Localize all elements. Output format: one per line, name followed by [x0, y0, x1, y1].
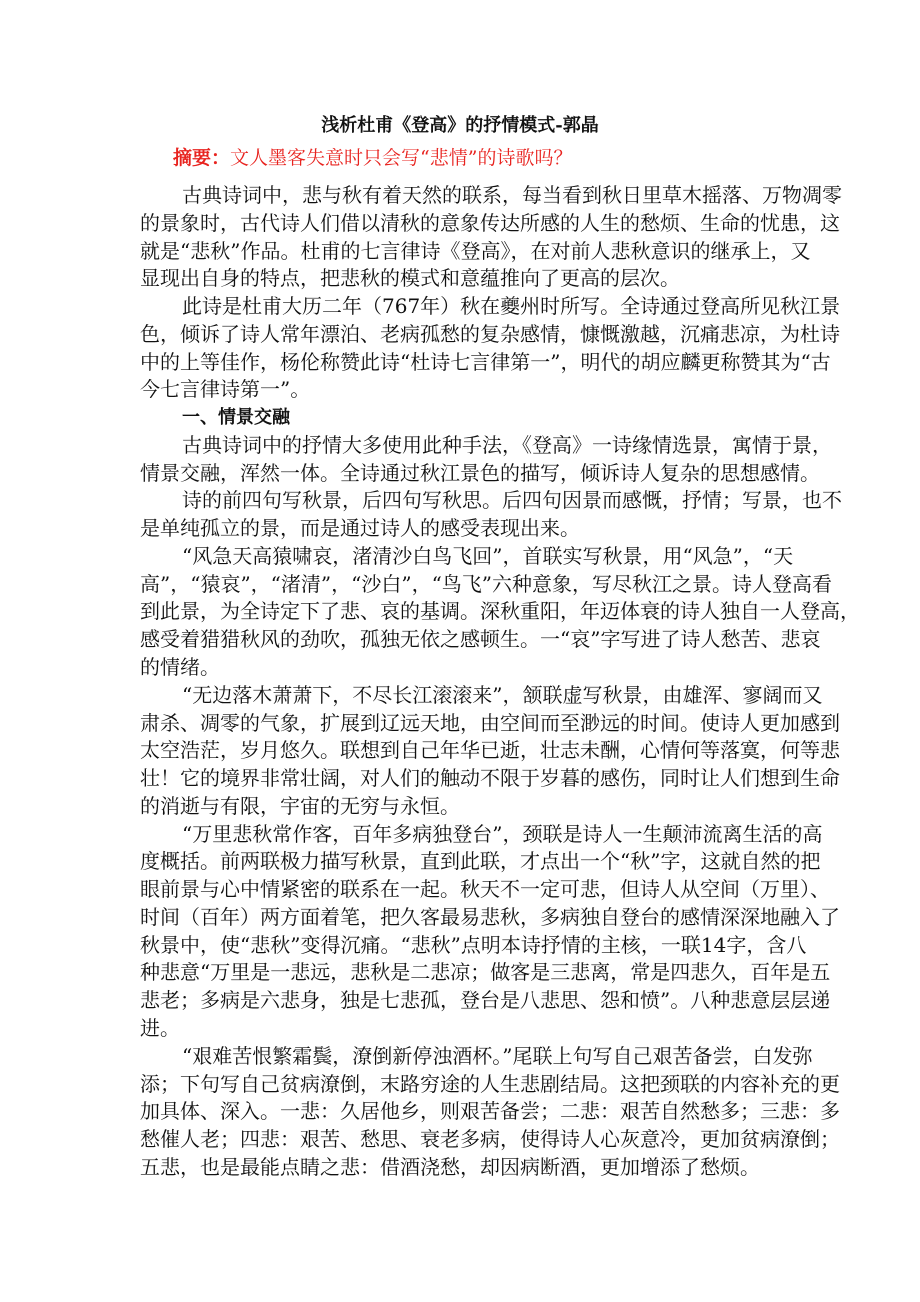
paragraph-line: 眼前景与心中情紧密的联系在一起。秋天不一定可悲，但诗人从空间（万里）、	[140, 877, 830, 902]
paragraph-line: 感受着猎猎秋风的劲吹，孤独无依之感顿生。一“哀”字写进了诗人愁苦、悲哀	[140, 627, 821, 652]
paragraph-line: 时间（百年）两方面着笔，把久客最易悲秋，多病独自登台的感情深深地融入了	[140, 904, 840, 929]
paragraph-line: 加具体、深入。一悲：久居他乡，则艰苦备尝；二悲：艰苦自然愁多；三悲：多	[140, 1099, 840, 1124]
document-body	[140, 182, 860, 1182]
paragraph-line: 悲老；多病是六悲身，独是七悲孤，登台是八悲思、怨和愤”。八种悲意层层递	[140, 988, 831, 1013]
paragraph-line: 是单纯孤立的景，而是通过诗人的感受表现出来。	[140, 516, 580, 541]
paragraph-line: 的情绪。	[140, 655, 220, 680]
document-title: 浅析杜甫《登高》的抒情模式-郭晶	[321, 115, 599, 136]
paragraph-line: 度概括。前两联极力描写秋景，直到此联，才点出一个“秋”字，这就自然的把	[140, 849, 821, 874]
paragraph-line: 情景交融，浑然一体。全诗通过秋江景色的描写，倾诉诗人复杂的思想感情。	[140, 460, 820, 485]
section-heading: 一、情景交融	[182, 407, 290, 429]
paragraph-line: 进。	[140, 1015, 180, 1040]
paragraph-line: 古典诗词中，悲与秋有着天然的联系，每当看到秋日里草木摇落、万物凋零	[182, 183, 842, 207]
paragraph-line: 五悲，也是最能点睛之悲：借酒浇愁，却因病断酒，更加增添了愁烦。	[140, 1154, 760, 1179]
paragraph-line: 古典诗词中的抒情大多使用此种手法，《登高》一诗缘情选景，寓情于景，	[182, 432, 832, 457]
paragraph-line: 的消逝与有限，宇宙的无穷与永恒。	[140, 793, 460, 818]
paragraph-line: 添；下句写自己贫病潦倒，末路穷途的人生悲剧结局。这把颈联的内容补充的更	[140, 1071, 840, 1096]
paragraph-line: 到此景，为全诗定下了悲、哀的基调。深秋重阳，年迈体衰的诗人独自一人登高，	[140, 599, 860, 624]
abstract-label: 摘要：	[173, 147, 231, 169]
paragraph-line: 肃杀、凋零的气象，扩展到辽远天地，由空间而至渺远的时间。使诗人更加感到	[140, 710, 840, 735]
paragraph-line: 今七言律诗第一”。	[140, 377, 311, 402]
paragraph-line: 壮！它的境界非常壮阔，对人们的触动不限于岁暮的感伤，同时让人们想到生命	[140, 766, 840, 791]
paragraph-line: 愁催人老；四悲：艰苦、愁思、衰老多病，使得诗人心灰意冷，更加贫病潦倒；	[140, 1127, 840, 1152]
paragraph-line: 就是“悲秋”作品。杜甫的七言律诗《登高》，在对前人悲秋意识的继承上，又	[140, 238, 811, 263]
paragraph-line: 种悲意“万里是一悲远，悲秋是二悲凉；做客是三悲离，常是四悲久，百年是五	[140, 960, 831, 985]
paragraph-line: 高”，“猿哀”，“渚清”，“沙白”，“鸟飞”六种意象，写尽秋江之景。诗人登高看	[140, 571, 833, 596]
paragraph-line: “风急天高猿啸哀，渚清沙白鸟飞回”，首联实写秋景，用“风急”，“天	[182, 543, 794, 568]
paragraph-line: “无边落木萧萧下，不尽长江滚滚来”，颔联虚写秋景，由雄浑、寥阔而又	[182, 682, 823, 707]
paragraph-line: “艰难苦恨繁霜鬓，潦倒新停浊酒杯。”尾联上句写自己艰苦备尝，白发弥	[182, 1043, 813, 1068]
paragraph-line: 色，倾诉了诗人常年漂泊、老病孤愁的复杂感情，慷慨激越，沉痛悲凉，为杜诗	[140, 321, 840, 346]
paragraph-line: 诗的前四句写秋景，后四句写秋思。后四句因景而感慨，抒情；写景，也不	[182, 488, 842, 513]
paragraph-line: “万里悲秋常作客，百年多病独登台”，颈联是诗人一生颠沛流离生活的高	[182, 821, 823, 846]
paragraph-line: 显现出自身的特点，把悲秋的模式和意蕴推向了更高的层次。	[140, 266, 680, 291]
abstract-text: 文人墨客失意时只会写“悲情”的诗歌吗？	[230, 147, 573, 169]
paragraph-line: 此诗是杜甫大历二年（767年）秋在夔州时所写。全诗通过登高所见秋江景	[182, 294, 841, 319]
paragraph-line: 秋景中，使“悲秋”变得沉痛。“悲秋”点明本诗抒情的主核，一联14字，含八	[140, 932, 807, 957]
paragraph-line: 中的上等佳作，杨伦称赞此诗“杜诗七言律第一”，明代的胡应麟更称赞其为“古	[140, 349, 831, 374]
paragraph-line: 的景象时，古代诗人们借以清秋的意象传达所感的人生的愁烦、生命的忧患，这	[140, 210, 840, 235]
paragraph-line: 太空浩茫，岁月悠久。联想到自己年华已逝，壮志未酬，心情何等落寞，何等悲	[140, 738, 840, 763]
abstract	[173, 144, 572, 172]
